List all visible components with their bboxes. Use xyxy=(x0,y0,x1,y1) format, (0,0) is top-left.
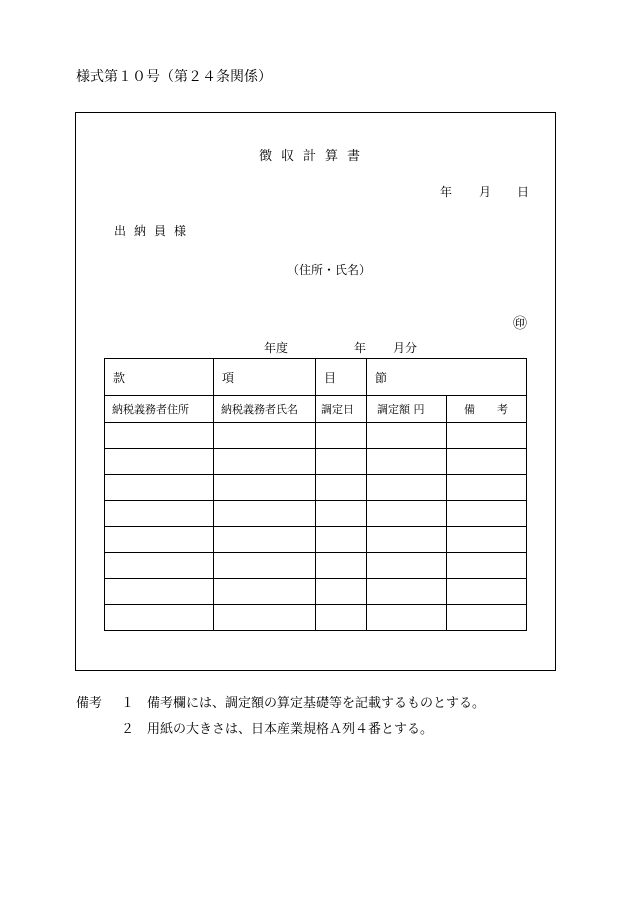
date-year: 年 xyxy=(440,185,453,199)
table-cell[interactable] xyxy=(367,449,447,475)
table-cell[interactable] xyxy=(214,501,316,527)
table-cell[interactable] xyxy=(214,423,316,449)
note-text: 備考欄には、調定額の算定基礎等を記載するものとする。 xyxy=(147,696,486,711)
table-cell[interactable] xyxy=(367,579,447,605)
table-cell[interactable] xyxy=(105,553,214,579)
calculation-table xyxy=(104,358,527,631)
table-cell[interactable] xyxy=(316,449,367,475)
table-cell[interactable] xyxy=(447,475,527,501)
header-assessment-amount: 調定額 円 xyxy=(367,396,447,423)
budget-header-row xyxy=(105,359,527,396)
table-cell[interactable] xyxy=(447,423,527,449)
header-moku: 目 xyxy=(316,359,367,396)
table-cell[interactable] xyxy=(105,501,214,527)
header-taxpayer-address: 納税義務者住所 xyxy=(105,396,214,423)
table-cell[interactable] xyxy=(447,553,527,579)
table-cell[interactable] xyxy=(447,501,527,527)
table-cell[interactable] xyxy=(367,605,447,631)
period-month: 月分 xyxy=(393,341,418,355)
form-number-title: 様式第１０号（第２４条関係） xyxy=(76,69,272,85)
table-cell[interactable] xyxy=(367,423,447,449)
date-month: 月 xyxy=(479,185,492,199)
header-kan: 款 xyxy=(105,359,214,396)
table-cell[interactable] xyxy=(105,527,214,553)
table-cell[interactable] xyxy=(214,475,316,501)
table-cell[interactable] xyxy=(214,553,316,579)
column-header-row xyxy=(105,396,527,423)
period-year: 年 xyxy=(354,341,367,355)
table-cell[interactable] xyxy=(316,579,367,605)
table-cell[interactable] xyxy=(105,605,214,631)
table-cell[interactable] xyxy=(447,527,527,553)
period-fiscal-year: 年度 xyxy=(264,341,289,355)
table-row xyxy=(105,423,527,449)
document-title: 徴収計算書 xyxy=(259,149,370,164)
note-number: ２ xyxy=(121,722,135,737)
table-cell[interactable] xyxy=(316,527,367,553)
table-cell[interactable] xyxy=(214,449,316,475)
table-cell[interactable] xyxy=(367,501,447,527)
table-cell[interactable] xyxy=(447,579,527,605)
table-cell[interactable] xyxy=(447,449,527,475)
table-cell[interactable] xyxy=(105,449,214,475)
note-text: 用紙の大きさは、日本産業規格Ａ列４番とする。 xyxy=(147,722,434,737)
note-number: １ xyxy=(121,696,135,711)
table-cell[interactable] xyxy=(105,423,214,449)
header-kou: 項 xyxy=(214,359,316,396)
table-cell[interactable] xyxy=(367,527,447,553)
table-cell[interactable] xyxy=(214,527,316,553)
table-row xyxy=(105,501,527,527)
table-row xyxy=(105,579,527,605)
date-day: 日 xyxy=(517,185,530,199)
table-cell[interactable] xyxy=(105,475,214,501)
seal-mark: ㊞ xyxy=(513,316,527,332)
addressee: 出納員様 xyxy=(114,224,195,238)
header-taxpayer-name: 納税義務者氏名 xyxy=(214,396,316,423)
table-cell[interactable] xyxy=(214,605,316,631)
header-setsu: 節 xyxy=(367,359,527,396)
notes-label: 備考 xyxy=(76,696,103,711)
header-remarks: 備 考 xyxy=(447,396,527,423)
sender-address-name: （住所・氏名） xyxy=(287,263,372,277)
table-row xyxy=(105,527,527,553)
table-cell[interactable] xyxy=(367,475,447,501)
table-cell[interactable] xyxy=(316,501,367,527)
table-row xyxy=(105,449,527,475)
table-row xyxy=(105,605,527,631)
table-cell[interactable] xyxy=(316,423,367,449)
table-cell[interactable] xyxy=(316,475,367,501)
table-cell[interactable] xyxy=(105,579,214,605)
table-cell[interactable] xyxy=(316,605,367,631)
table-cell[interactable] xyxy=(214,579,316,605)
table-cell[interactable] xyxy=(447,605,527,631)
table-cell[interactable] xyxy=(367,553,447,579)
header-assessment-date: 調定日 xyxy=(316,396,367,423)
table-row xyxy=(105,475,527,501)
table-row xyxy=(105,553,527,579)
table-cell[interactable] xyxy=(316,553,367,579)
